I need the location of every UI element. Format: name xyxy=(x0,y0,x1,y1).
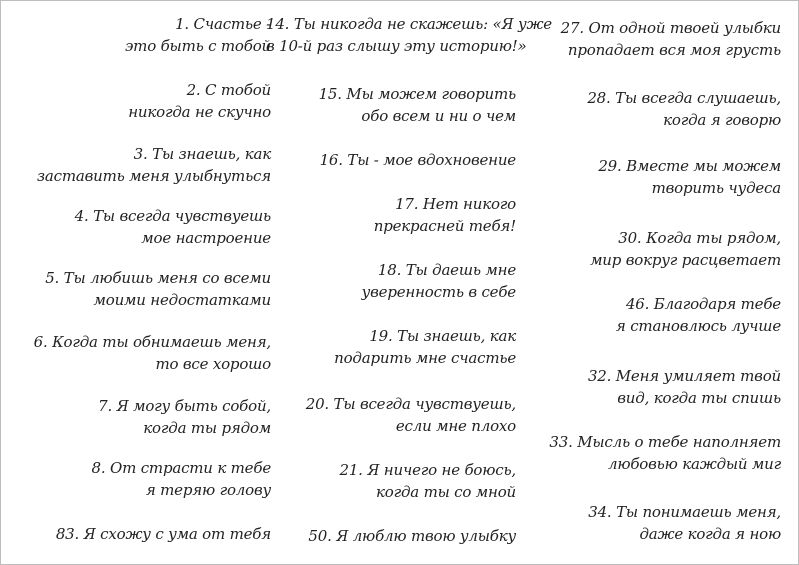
item-line: подарить мне счастье xyxy=(334,349,516,367)
item-line: любовью каждый миг xyxy=(608,455,781,473)
item-line: то все хорошо xyxy=(155,355,271,373)
item-line: 83. Я схожу с ума от тебя xyxy=(55,525,271,543)
list-item xyxy=(526,501,781,545)
item-line: 6. Когда ты обнимаешь меня, xyxy=(33,333,271,351)
list-item xyxy=(21,267,271,311)
list-item xyxy=(526,227,781,271)
item-line: 21. Я ничего не боюсь, xyxy=(339,461,516,479)
item-line: моими недостатками xyxy=(93,291,271,309)
list-item xyxy=(526,365,781,409)
item-line: 34. Ты понимаешь меня, xyxy=(588,503,781,521)
list-item xyxy=(21,79,271,123)
list-item xyxy=(21,457,271,501)
item-line: 5. Ты любишь меня со всеми xyxy=(45,269,271,287)
item-line: 8. От страсти к тебе xyxy=(91,459,271,477)
item-line: когда ты со мной xyxy=(375,483,516,501)
item-line: 1. Счастье - xyxy=(175,15,271,33)
item-line: когда ты рядом xyxy=(143,419,271,437)
item-line: мое настроение xyxy=(141,229,271,247)
item-line: 15. Мы можем говорить xyxy=(318,85,516,103)
list-item xyxy=(266,13,552,57)
item-line: даже когда я ною xyxy=(639,525,781,543)
item-line: пропадает вся моя грусть xyxy=(567,41,781,59)
item-line: 29. Вместе мы можем xyxy=(598,157,781,175)
item-line: 17. Нет никого xyxy=(395,195,516,213)
list-item xyxy=(266,459,516,503)
list-item xyxy=(526,155,781,199)
item-line: в 10-й раз слышу эту историю!» xyxy=(266,37,527,55)
item-line: 50. Я люблю твою улыбку xyxy=(308,527,516,545)
list-item xyxy=(21,523,271,545)
item-line: 2. С тобой xyxy=(186,81,271,99)
item-line: это быть с тобой xyxy=(124,37,271,55)
item-line: 18. Ты даешь мне xyxy=(377,261,516,279)
item-line: мир вокруг расцветает xyxy=(590,251,781,269)
item-line: когда я говорю xyxy=(663,111,781,129)
list-item xyxy=(526,431,781,475)
list-item xyxy=(526,17,781,61)
item-line: 28. Ты всегда слушаешь, xyxy=(587,89,781,107)
item-line: если мне плохо xyxy=(395,417,516,435)
list-item xyxy=(266,525,516,547)
list-item xyxy=(266,193,516,237)
item-line: 27. От одной твоей улыбки xyxy=(560,19,781,37)
item-line: я становлюсь лучше xyxy=(615,317,781,335)
item-line: я теряю голову xyxy=(145,481,271,499)
item-line: обо всем и ни о чем xyxy=(361,107,516,125)
item-line: 19. Ты знаешь, как xyxy=(369,327,516,345)
list-item xyxy=(266,325,516,369)
item-line: 3. Ты знаешь, как xyxy=(133,145,271,163)
item-line: 16. Ты - мое вдохновение xyxy=(319,151,516,169)
list-item xyxy=(21,205,271,249)
item-line: 32. Меня умиляет твой xyxy=(587,367,781,385)
list-item xyxy=(266,149,516,171)
item-line: 20. Ты всегда чувствуешь, xyxy=(305,395,516,413)
item-line: заставить меня улыбнуться xyxy=(36,167,271,185)
item-line: никогда не скучно xyxy=(128,103,271,121)
list-item xyxy=(21,143,271,187)
item-line: 46. Благодаря тебе xyxy=(625,295,781,313)
list-item xyxy=(266,393,516,437)
item-line: 14. Ты никогда не скажешь: «Я уже xyxy=(266,15,552,33)
list-item xyxy=(21,13,271,57)
list-item xyxy=(526,293,781,337)
list-item xyxy=(266,259,516,303)
list-item xyxy=(21,395,271,439)
item-line: 7. Я могу быть собой, xyxy=(98,397,271,415)
item-line: творить чудеса xyxy=(651,179,781,197)
item-line: 30. Когда ты рядом, xyxy=(618,229,781,247)
list-item xyxy=(526,87,781,131)
item-line: 33. Мысль о тебе наполняет xyxy=(549,433,781,451)
item-line: прекрасней тебя! xyxy=(373,217,516,235)
item-line: вид, когда ты спишь xyxy=(617,389,781,407)
list-item xyxy=(266,83,516,127)
list-item xyxy=(21,331,271,375)
item-line: уверенность в себе xyxy=(361,283,516,301)
item-line: 4. Ты всегда чувствуешь xyxy=(74,207,271,225)
